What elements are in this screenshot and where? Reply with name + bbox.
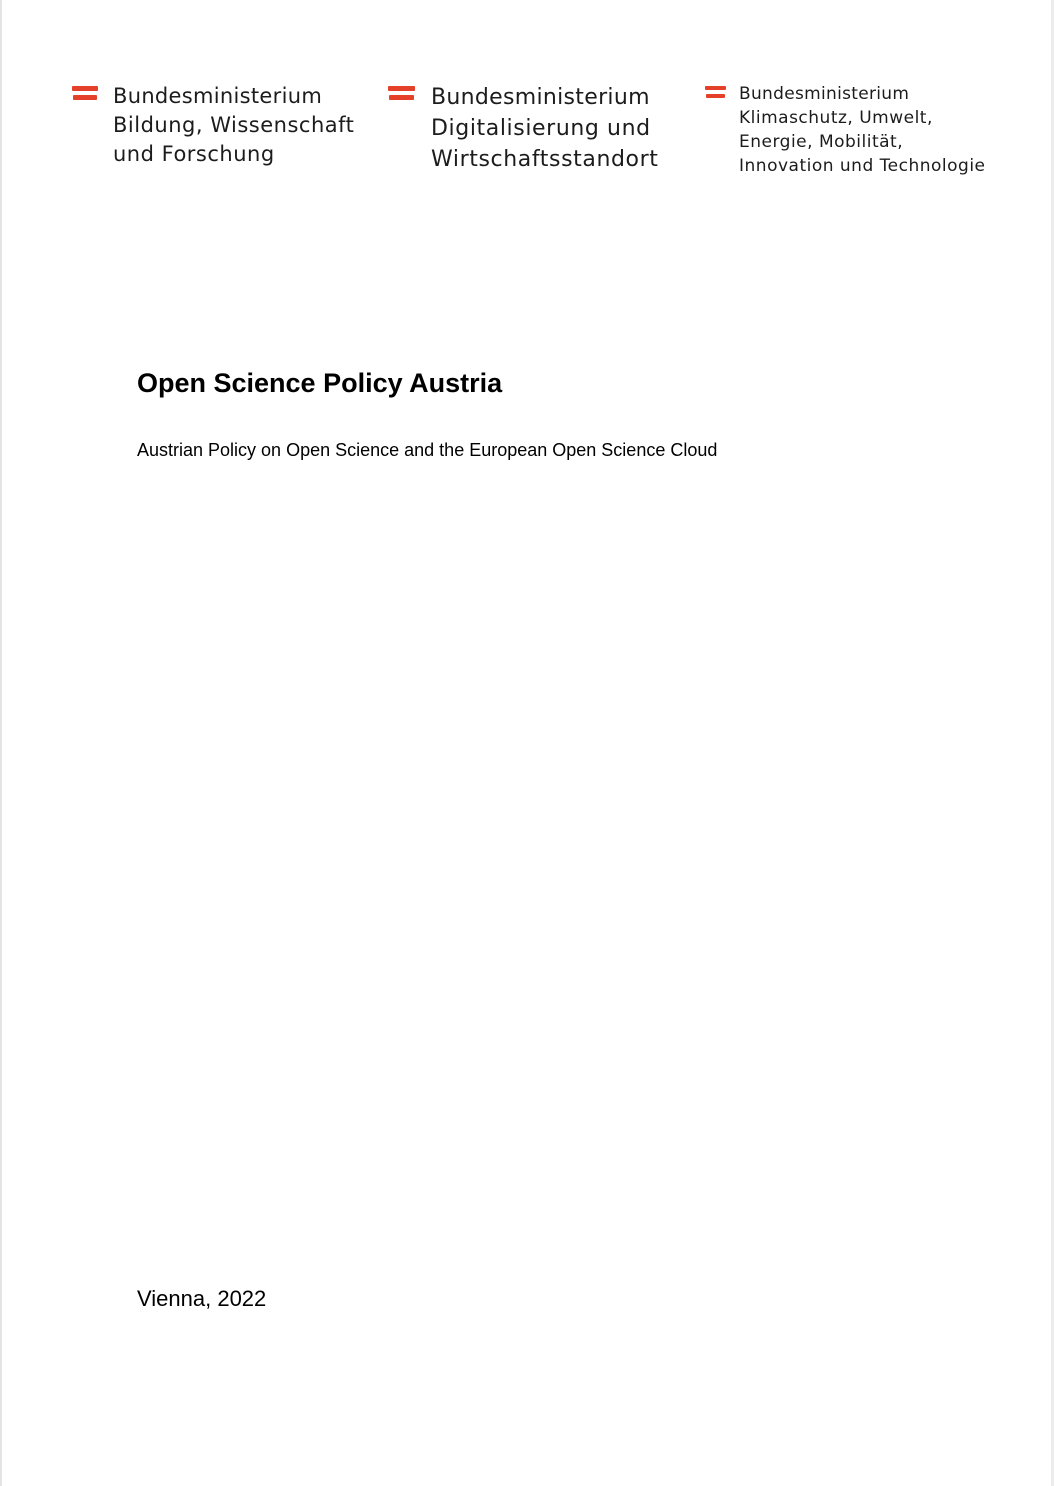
ministry-name-line: und Forschung [113,142,275,166]
ministry-logo-climate-environment-energy [705,82,1005,177]
ministry-name-line: Bildung, Wissenschaft [113,113,355,137]
ministry-name-line: Wirtschaftsstandort [431,147,659,172]
place-and-date: Vienna, 2022 [137,1286,267,1311]
ministry-logo-digital-economic-affairs [388,82,688,177]
document-title: Open Science Policy Austria [137,368,503,398]
ministry-name-line: Klimaschutz, Umwelt, [739,108,933,128]
ministry-logo-education-science-research [72,82,372,172]
ministry-logo-text [431,82,659,175]
document-subtitle: Austrian Policy on Open Science and the European Open Science Cloud [137,440,718,460]
ministry-label: Bundesministerium [113,84,323,108]
austrian-flag-icon [388,86,415,100]
austrian-flag-icon [705,86,726,98]
ministry-name-line: Digitalisierung und [431,116,651,141]
austrian-flag-icon [72,86,98,100]
ministry-logo-text [113,82,354,169]
page-edge-left [0,0,2,1486]
ministry-label: Bundesministerium [739,84,910,104]
ministry-logo-text [739,82,986,178]
ministry-name-line: Innovation und Technologie [739,156,986,176]
ministry-name-line: Energie, Mobilität, [739,132,904,152]
ministry-label: Bundesministerium [431,85,650,110]
